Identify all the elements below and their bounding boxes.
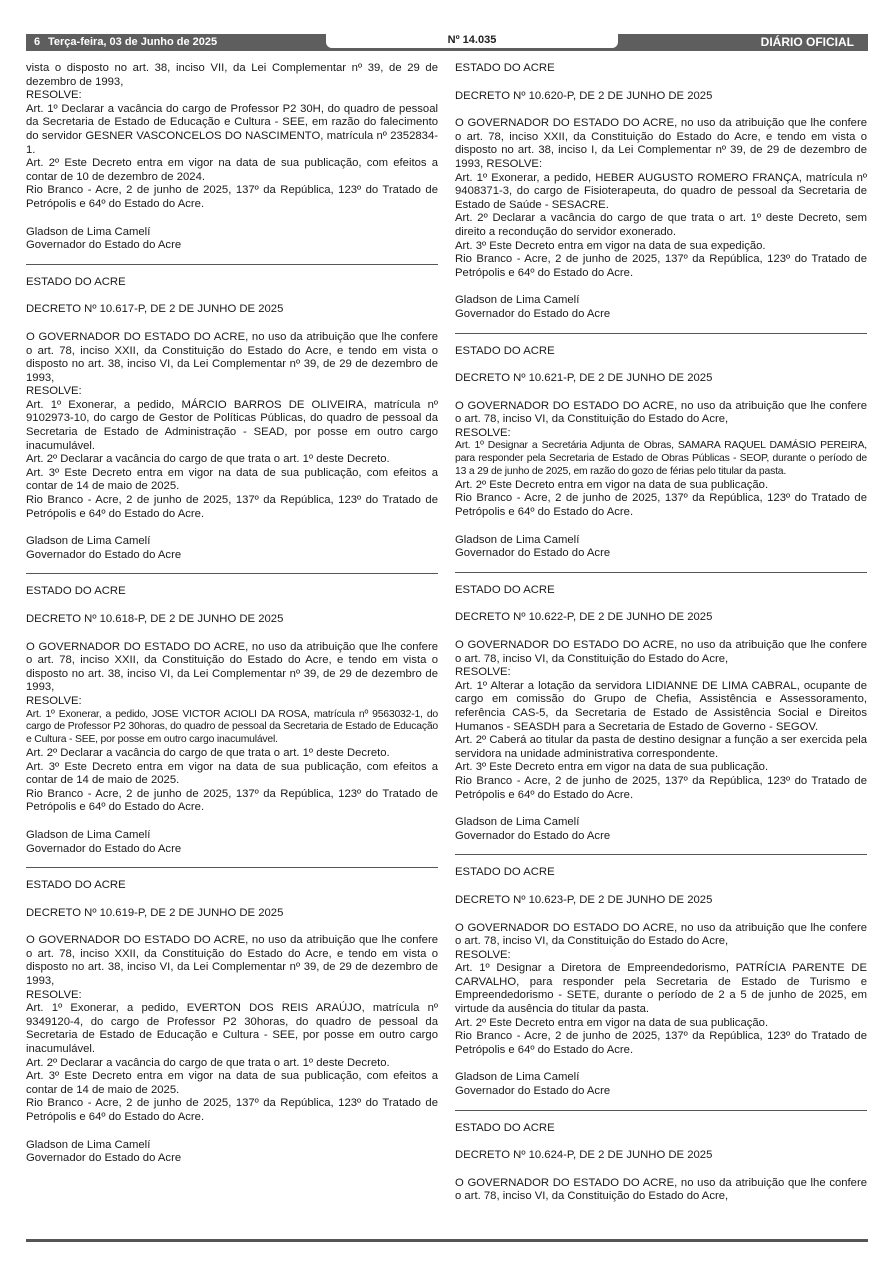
decree-paragraph: O GOVERNADOR DO ESTADO DO ACRE, no uso da atribuição que lhe confere o art. 78, inciso VI, da Constituição do Estado do Acre, (455, 921, 867, 948)
decree-continuation (26, 62, 438, 265)
decree-paragraph: Art. 2º Declarar a vacância do cargo de que trata o art. 1º deste Decreto. (26, 1056, 390, 1069)
decree-paragraph: Art. 2º Este Decreto entra em vigor na data de sua publicação, com efeitos a contar de 10 de dezembro de 2024. (26, 157, 438, 183)
signer-role: Governador do Estado do Acre (455, 1085, 611, 1098)
decree-paragraph: Rio Branco - Acre, 2 de junho de 2025, 137º da República, 123º do Tratado de Petrópolis e 64º do Estado do Acre. (26, 184, 438, 210)
right-column (455, 62, 867, 1226)
decree-paragraph: O GOVERNADOR DO ESTADO DO ACRE, no uso da atribuição que lhe confere o art. 78, inciso XXII, da Constituição do Estado do Acre, e tendo em vista o disposto no art. 38, inciso VI, da Lei Complementar nº 39, de 29 de dezembro de 1993, (26, 330, 438, 384)
decree-paragraph: Art. 2º Caberá ao titular da pasta de destino designar a função a ser exercida pela servidora na unidade administrativa correspondente. (455, 734, 867, 760)
signer-role: Governador do Estado do Acre (455, 547, 611, 560)
decree-paragraph: RESOLVE: (26, 89, 82, 102)
signer-role: Governador do Estado do Acre (26, 1152, 182, 1165)
decree-paragraph: Art. 3º Este Decreto entra em vigor na data de sua publicação. (455, 761, 769, 774)
state-heading: ESTADO DO ACRE (26, 275, 126, 288)
footer-rule (26, 1239, 868, 1242)
decree-paragraph: RESOLVE: (26, 694, 82, 707)
signer-role: Governador do Estado do Acre (455, 307, 611, 320)
decree-paragraph: O GOVERNADOR DO ESTADO DO ACRE, no uso da atribuição que lhe confere o art. 78, inciso VI, da Constituição do Estado do Acre, (455, 1176, 867, 1203)
decree-block (455, 866, 867, 1110)
decree-paragraph: Art. 1º Declarar a vacância do cargo de Professor P2 30H, do quadro de pessoal da Secretaria de Estado de Educação e Cultura - SEE, em razão do falecimento do servidor GESNER VASCONCELOS DO NASCIMENTO, matrícula nº 2352834-1. (26, 102, 438, 156)
state-heading: ESTADO DO ACRE (26, 879, 126, 892)
decree-title: DECRETO Nº 10.618-P, DE 2 DE JUNHO DE 2025 (26, 613, 284, 625)
signer-role: Governador do Estado do Acre (26, 548, 182, 561)
decree-paragraph: O GOVERNADOR DO ESTADO DO ACRE, no uso da atribuição que lhe confere o art. 78, inciso VI, da Constituição do Estado do Acre, (455, 639, 867, 665)
decree-paragraph: RESOLVE: (455, 948, 511, 961)
state-heading: ESTADO DO ACRE (455, 866, 555, 879)
decree-paragraph: Art. 1º Alterar a lotação da servidora LIDIANNE DE LIMA CABRAL, ocupante de cargo em comissão do Grupo de Chefia, Assistência e Assessoramento, referência CAS-5, da Secretaria de Estado de Assistência Social e Direitos Humanos - SEASDH para a Secretaria de Estado de Governo - SEGOV. (455, 679, 867, 733)
decree-paragraph: O GOVERNADOR DO ESTADO DO ACRE, no uso da atribuição que lhe confere o art. 78, inciso XXII, da Constituição do Estado do Acre, e tendo em vista o disposto no art. 38, inciso I, da Lei Complementar nº 39, de 29 de dezembro de 1993, RESOLVE: (455, 117, 867, 170)
decree-paragraph: Rio Branco - Acre, 2 de junho de 2025, 137º da República, 123º do Tratado de Petrópolis e 64º do Estado do Acre. (26, 787, 438, 814)
page-number: 6 (34, 36, 41, 48)
decree-paragraph: RESOLVE: (26, 988, 82, 1001)
decree-paragraph: Rio Branco - Acre, 2 de junho de 2025, 137º da República, 123º do Tratado de Petrópolis e 64º do Estado do Acre. (455, 253, 867, 279)
page-header (26, 34, 868, 51)
decree-paragraph: Rio Branco - Acre, 2 de junho de 2025, 137º da República, 123º do Tratado de Petrópolis e 64º do Estado do Acre. (455, 774, 867, 801)
decree-paragraph: vista o disposto no art. 38, inciso VII, da Lei Complementar nº 39, de 29 de dezembro de 1993, (26, 62, 438, 88)
signer-name: Gladson de Lima Camelí (26, 828, 151, 841)
decree-paragraph: Art. 2º Este Decreto entra em vigor na data de sua publicação. (455, 478, 769, 491)
decree-block (26, 276, 438, 575)
decree-paragraph: Art. 3º Este Decreto entra em vigor na data de sua expedição. (455, 239, 766, 252)
state-heading: ESTADO DO ACRE (455, 344, 555, 357)
signer-role: Governador do Estado do Acre (26, 239, 182, 252)
issue-date: Terça-feira, 03 de Junho de 2025 (48, 36, 218, 48)
state-heading: ESTADO DO ACRE (455, 62, 555, 74)
decree-paragraph: Art. 1º Designar a Secretária Adjunta de Obras, SAMARA RAQUEL DAMÁSIO PEREIRA, para responder pela Secretaria de Estado de Obras Públicas - SEOP, durante o período de 13 a 29 de junho de 2025, em razão do gozo de férias pelo titular da pasta. (455, 440, 867, 478)
decree-paragraph: RESOLVE: (455, 666, 511, 679)
signer-name: Gladson de Lima Camelí (26, 535, 151, 548)
decree-title: DECRETO Nº 10.624-P, DE 2 DE JUNHO DE 2025 (455, 1149, 713, 1162)
decree-block (455, 62, 867, 334)
publication-title: DIÁRIO OFICIAL (760, 35, 854, 49)
decree-paragraph: Rio Branco - Acre, 2 de junho de 2025, 137º da República, 123º do Tratado de Petrópolis e 64º do Estado do Acre. (26, 494, 438, 520)
decree-block (455, 1122, 867, 1215)
decree-paragraph: Art. 1º Exonerar, a pedido, JOSE VICTOR ACIOLI DA ROSA, matrícula nº 9563032-1, do cargo de Professor P2 30horas, do quadro de pessoal da Secretaria de Estado de Educação e Cultura - SEE, por posse em outro cargo inacumulável. (26, 708, 438, 746)
left-column (26, 62, 438, 1188)
decree-paragraph: O GOVERNADOR DO ESTADO DO ACRE, no uso da atribuição que lhe confere o art. 78, inciso XXII, da Constituição do Estado do Acre, e tendo em vista o disposto no art. 38, inciso VI, da Lei Complementar nº 39, de 29 de dezembro de 1993, (26, 934, 438, 988)
decree-paragraph: O GOVERNADOR DO ESTADO DO ACRE, no uso da atribuição que lhe confere o art. 78, inciso VI, da Constituição do Estado do Acre, (455, 399, 867, 426)
decree-block (455, 345, 867, 573)
edition-number: Nº 14.035 (447, 34, 497, 46)
signer-name: Gladson de Lima Camelí (455, 1071, 580, 1084)
signer-name: Gladson de Lima Camelí (455, 294, 580, 307)
decree-paragraph: Art. 2º Este Decreto entra em vigor na data de sua publicação. (455, 1016, 769, 1029)
decree-paragraph: Art. 3º Este Decreto entra em vigor na data de sua publicação, com efeitos a contar de 14 de maio de 2025. (26, 466, 438, 493)
decree-paragraph: Art. 2º Declarar a vacância do cargo de que trata o art. 1º deste Decreto. (26, 746, 390, 759)
signer-role: Governador do Estado do Acre (26, 842, 182, 855)
signer-role: Governador do Estado do Acre (455, 829, 611, 842)
decree-block (26, 585, 438, 868)
decree-block (455, 584, 867, 856)
decree-title: DECRETO Nº 10.619-P, DE 2 DE JUNHO DE 2025 (26, 906, 284, 919)
decree-title: DECRETO Nº 10.621-P, DE 2 DE JUNHO DE 2025 (455, 372, 713, 385)
decree-paragraph: O GOVERNADOR DO ESTADO DO ACRE, no uso da atribuição que lhe confere o art. 78, inciso XXII, da Constituição do Estado do Acre, e tendo em vista o disposto no art. 38, inciso VI, da Lei Complementar nº 39, de 29 de dezembro de 1993, (26, 640, 438, 694)
signer-name: Gladson de Lima Camelí (26, 225, 151, 238)
decree-paragraph: Art. 3º Este Decreto entra em vigor na data de sua publicação, com efeitos a contar de 14 de maio de 2025. (26, 760, 438, 787)
decree-title: DECRETO Nº 10.622-P, DE 2 DE JUNHO DE 2025 (455, 611, 713, 624)
decree-paragraph: Art. 1º Exonerar, a pedido, HEBER AUGUSTO ROMERO FRANÇA, matrícula nº 9408371-3, do cargo de Fisioterapeuta, do quadro de pessoal da Secretaria de Estado de Saúde - SESACRE. (455, 171, 867, 211)
decree-paragraph: Art. 1º Exonerar, a pedido, MÁRCIO BARROS DE OLIVEIRA, matrícula nº 9102973-10, do cargo de Gestor de Políticas Públicas, do quadro de pessoal da Secretaria de Estado de Administração - SEAD, por posse em outro cargo inacumulável. (26, 398, 438, 452)
decree-paragraph: RESOLVE: (26, 385, 82, 398)
decree-paragraph: Art. 1º Designar a Diretora de Empreendedorismo, PATRÍCIA PARENTE DE CARVALHO, para responder pela Secretaria de Estado de Turismo e Empreendedorismo - SETE, durante o período de 2 a 5 de junho de 2025, em virtude da ausência do titular da pasta. (455, 962, 867, 1016)
decree-paragraph: Rio Branco - Acre, 2 de junho de 2025, 137º da República, 123º do Tratado de Petrópolis e 64º do Estado do Acre. (455, 1030, 867, 1056)
state-heading: ESTADO DO ACRE (455, 1121, 555, 1134)
decree-title: DECRETO Nº 10.623-P, DE 2 DE JUNHO DE 2025 (455, 893, 713, 906)
signer-name: Gladson de Lima Camelí (26, 1138, 151, 1151)
decree-paragraph: Art. 1º Exonerar, a pedido, EVERTON DOS REIS ARAÚJO, matrícula nº 9349120-4, do cargo de Professor P2 30horas, do quadro de pessoal da Secretaria de Estado de Educação e Cultura - SEE, por posse em outro cargo inacumulável. (26, 1002, 438, 1056)
decree-paragraph: Art. 2º Declarar a vacância do cargo de que trata o art. 1º deste Decreto, sem direito a recondução do servidor exonerado. (455, 212, 867, 238)
decree-paragraph: RESOLVE: (455, 426, 511, 439)
state-heading: ESTADO DO ACRE (26, 585, 126, 598)
decree-paragraph: Rio Branco - Acre, 2 de junho de 2025, 137º da República, 123º do Tratado de Petrópolis e 64º do Estado do Acre. (26, 1097, 438, 1124)
state-heading: ESTADO DO ACRE (455, 583, 555, 596)
signer-name: Gladson de Lima Camelí (455, 533, 580, 546)
decree-paragraph: Rio Branco - Acre, 2 de junho de 2025, 137º da República, 123º do Tratado de Petrópolis e 64º do Estado do Acre. (455, 492, 867, 519)
decree-paragraph: Art. 2º Declarar a vacância do cargo de que trata o art. 1º deste Decreto. (26, 453, 390, 466)
decree-paragraph: Art. 3º Este Decreto entra em vigor na data de sua publicação, com efeitos a contar de 14 de maio de 2025. (26, 1070, 438, 1096)
decree-block (26, 879, 438, 1177)
decree-title: DECRETO Nº 10.617-P, DE 2 DE JUNHO DE 2025 (26, 303, 284, 316)
signer-name: Gladson de Lima Camelí (455, 816, 580, 829)
decree-title: DECRETO Nº 10.620-P, DE 2 DE JUNHO DE 2025 (455, 89, 713, 102)
